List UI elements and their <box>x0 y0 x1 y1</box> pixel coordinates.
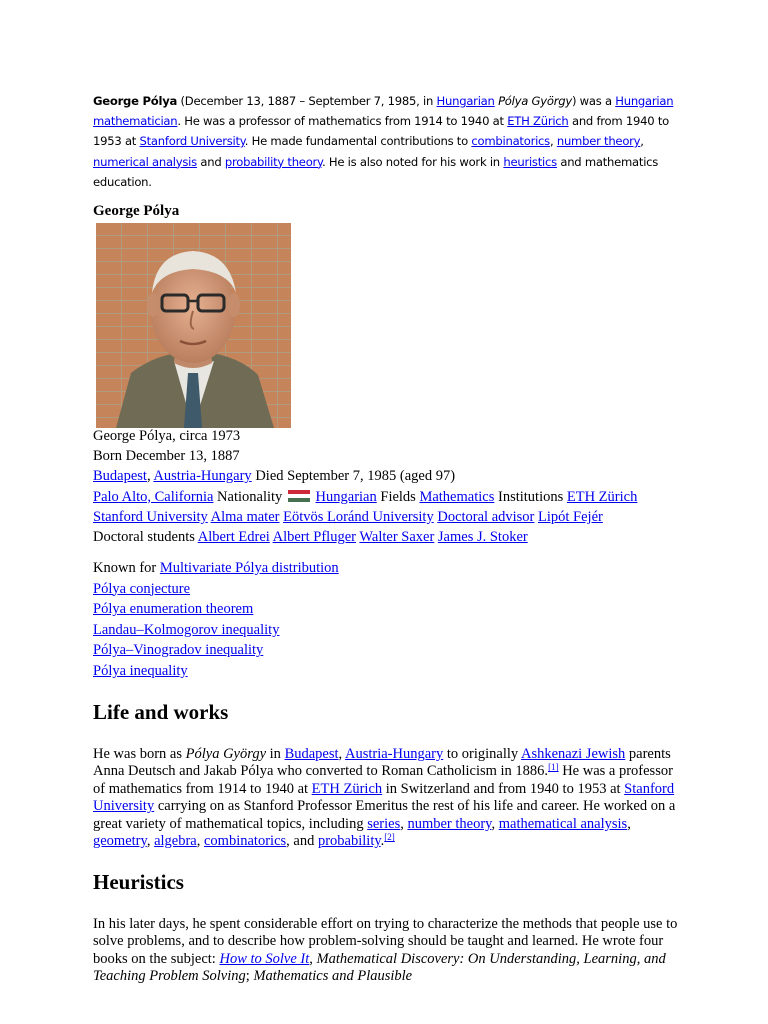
link-hungarian[interactable]: Hungarian <box>436 94 495 108</box>
link-edrei[interactable]: Albert Edrei <box>197 529 270 546</box>
link-known-for[interactable]: Multivariate Pólya distribution <box>159 560 339 576</box>
link-hungarian-people[interactable]: Hungarian <box>615 94 674 108</box>
reference-1[interactable]: [1] <box>548 762 559 773</box>
book-title: Mathematical Discovery: On Understanding, Learning, and Teaching Problem Solving <box>93 950 666 985</box>
link-algebra[interactable]: algebra <box>154 833 197 850</box>
known-for-label: Known for <box>93 560 160 576</box>
link-mathematics[interactable]: Mathematics <box>419 488 495 505</box>
link-known-for[interactable]: Pólya enumeration theorem <box>93 601 254 618</box>
link-alma-mater[interactable]: Alma mater <box>210 508 280 525</box>
photo-caption: George Pólya, circa 1973 <box>93 428 241 444</box>
book-title: Mathematics and Plausible <box>253 968 413 985</box>
link-hungarian-nationality[interactable]: Hungarian <box>315 488 377 505</box>
link-austria-hungary-body[interactable]: Austria-Hungary <box>344 746 444 762</box>
link-mathematical-analysis[interactable]: mathematical analysis <box>498 815 628 832</box>
heading-heuristics: Heuristics <box>93 870 184 894</box>
hungary-flag-icon <box>288 490 310 502</box>
known-for-list <box>93 558 693 682</box>
life-paragraph: He was born as Pólya György in Budapest, Austria-Hungary to originally Ashkenazi Jewish parents Anna Deutsch and Jakab Pólya who converted to Roman Catholicism in 1886.[1] He was a professor of mathematics from 1914 to 1940 at ETH Zürich in Switzerland and from 1940 to 1953 at Stanford University carrying on as Stanford Professor Emeritus the rest of his life and career. He worked on a great variety of mathematical topics, including series, number theory, mathematical analysis, geometry, algebra, combinatorics, and probability.[2] <box>93 746 676 850</box>
link-budapest-body[interactable]: Budapest <box>284 746 339 762</box>
link-probability-theory[interactable]: probability theory <box>224 154 323 169</box>
subject-name: George Pólya <box>93 94 178 108</box>
died-text: Died September 7, 1985 (aged 97) <box>251 468 456 485</box>
intro-paragraph: George Pólya (December 13, 1887 – September 7, 1985, in Hungarian Pólya György) was a Hungarian mathematician. He was a professor of mathematics from 1914 to 1940 at ETH Zürich and from 1940 to 1953 at Stanford University. He made fundamental contributions to combinatorics, number theory, numerical analysis and probability theory. He is also noted for his work in heuristics and mathematics education. <box>93 94 674 189</box>
native-name: Pólya György <box>498 94 572 108</box>
link-heuristics[interactable]: heuristics <box>503 154 557 169</box>
link-ashkenazi-jewish[interactable]: Ashkenazi Jewish <box>520 746 626 762</box>
link-combinatorics-body[interactable]: combinatorics <box>204 833 287 850</box>
heuristics-paragraph: In his later days, he spent considerable effort on trying to characterize the methods that people use to solve problems, and to describe how problem-solving should be taught and learned. He wrote four books on the subject: How to Solve It, Mathematical Discovery: On Understanding, Learning, and Teaching Problem Solving; Mathematics and Plausible <box>93 916 678 985</box>
link-numerical-analysis[interactable]: numerical analysis <box>93 154 197 169</box>
link-number-theory-body[interactable]: number theory <box>407 815 492 832</box>
link-saxer[interactable]: Walter Saxer <box>359 529 435 546</box>
link-known-for[interactable]: Landau–Kolmogorov inequality <box>93 621 280 638</box>
known-for-row-0 <box>93 558 693 579</box>
link-stanford-body[interactable]: Stanford University <box>93 780 675 815</box>
link-stanford-infobox[interactable]: Stanford University <box>93 508 208 525</box>
link-how-to-solve-it[interactable]: How to Solve It <box>219 950 310 967</box>
link-known-for[interactable]: Pólya inequality <box>93 662 188 679</box>
born-label: Born December 13, 1887 <box>93 448 240 465</box>
link-combinatorics[interactable]: combinatorics <box>471 134 550 149</box>
link-eth-zurich-infobox[interactable]: ETH Zürich <box>566 488 638 505</box>
birth-death-row: Budapest, Austria-Hungary Died September 7, 1985 (aged 97) <box>93 468 456 485</box>
link-number-theory[interactable]: number theory <box>556 134 641 149</box>
nationality-row: Palo Alto, California Nationality Hungarian Fields Mathematics Institutions ETH Zürich <box>93 488 638 505</box>
link-austria-hungary[interactable]: Austria-Hungary <box>153 468 252 485</box>
link-eth-zurich[interactable]: ETH Zürich <box>507 114 569 129</box>
link-known-for[interactable]: Pólya–Vinogradov inequality <box>93 642 264 659</box>
institutions-row <box>93 507 693 527</box>
link-known-for[interactable]: Pólya conjecture <box>93 580 191 597</box>
link-fejer[interactable]: Lipót Fejér <box>538 508 603 525</box>
portrait-image <box>96 223 291 428</box>
link-mathematician[interactable]: mathematician <box>93 114 178 129</box>
link-pfluger[interactable]: Albert Pfluger <box>272 529 356 546</box>
link-eth-zurich-body[interactable]: ETH Zürich <box>311 780 383 797</box>
link-budapest[interactable]: Budapest <box>93 468 147 485</box>
doctoral-students-row: Doctoral students Albert Edrei Albert Pfluger Walter Saxer James J. Stoker <box>93 529 528 546</box>
link-stoker[interactable]: James J. Stoker <box>437 529 528 546</box>
link-doctoral-advisor[interactable]: Doctoral advisor <box>437 508 535 525</box>
link-stanford[interactable]: Stanford University <box>139 134 245 149</box>
link-series[interactable]: series <box>367 815 401 832</box>
link-probability[interactable]: probability <box>317 833 381 850</box>
heading-life-and-works: Life and works <box>93 700 229 724</box>
link-eotvos[interactable]: Eötvös Loránd University <box>283 508 434 525</box>
link-palo-alto[interactable]: Palo Alto, California <box>93 488 214 505</box>
reference-2[interactable]: [2] <box>384 832 395 843</box>
infobox-details <box>93 426 693 547</box>
portrait-photo <box>96 223 291 428</box>
infobox-title: George Pólya <box>93 203 180 219</box>
link-geometry[interactable]: geometry <box>93 833 147 850</box>
